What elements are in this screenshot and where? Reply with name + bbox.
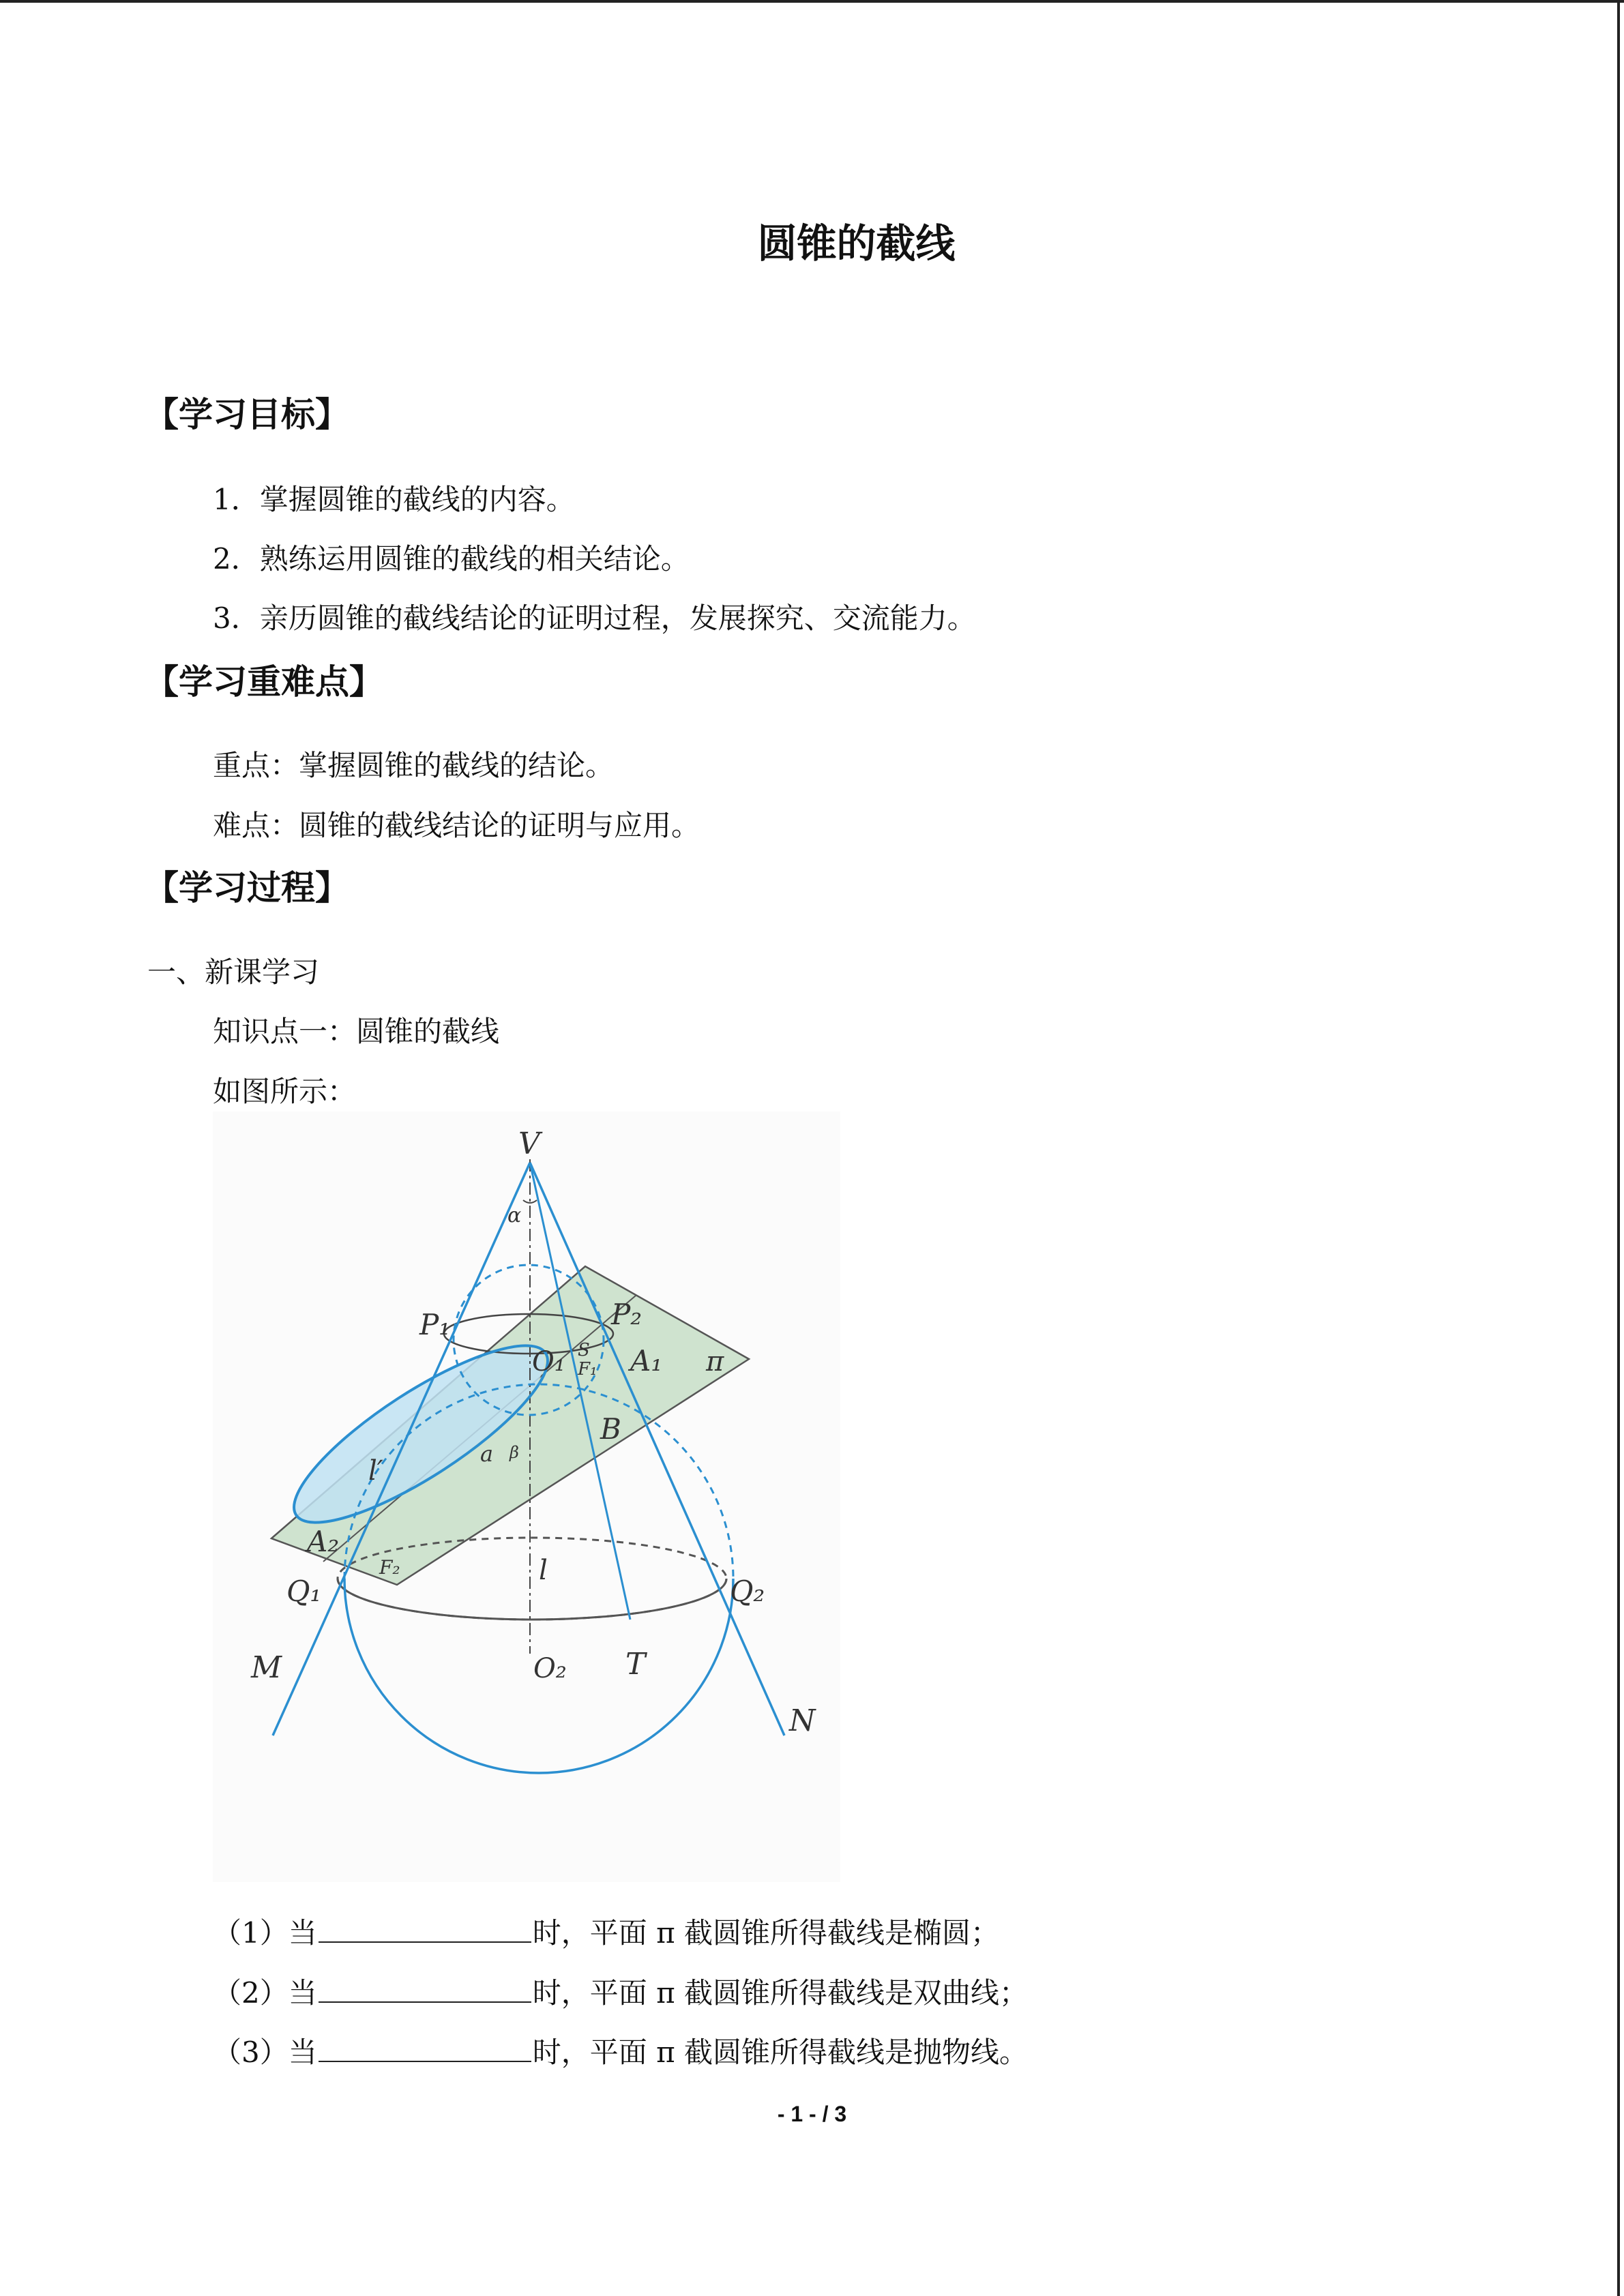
heading-goals: 【学习目标】 (145, 395, 349, 434)
top-border (0, 0, 1624, 3)
label-O2: O₂ (533, 1653, 567, 1684)
label-pi: π (706, 1346, 724, 1377)
question-1-prefix: （1）当 (213, 1916, 317, 1950)
label-P2: P₂ (611, 1298, 643, 1331)
label-T: T (625, 1647, 646, 1682)
goal-item-2: 2．熟练运用圆锥的截线的相关结论。 (213, 542, 690, 576)
goal-item-1: 1．掌握圆锥的截线的内容。 (213, 483, 575, 516)
label-beta: β (510, 1443, 519, 1462)
label-P1: P₁ (419, 1308, 451, 1341)
goal-item-3: 3．亲历圆锥的截线结论的证明过程，发展探究、交流能力。 (213, 601, 976, 635)
heading-key-points: 【学习重难点】 (145, 662, 383, 702)
question-2-suffix: 时，平面 π 截圆锥所得截线是双曲线； (532, 1976, 1029, 2010)
label-V: V (518, 1127, 540, 1161)
knowledge-point: 知识点一：圆锥的截线 (213, 1015, 500, 1048)
question-3 (213, 2030, 1028, 2071)
question-3-blank[interactable] (319, 2036, 531, 2062)
label-alpha: α (507, 1204, 522, 1227)
label-F1: F₁ (578, 1359, 597, 1380)
page-number: - 1 - / 3 (777, 2102, 847, 2126)
key-point: 重点：掌握圆锥的截线的结论。 (213, 749, 615, 782)
question-1-suffix: 时，平面 π 截圆锥所得截线是椭圆； (532, 1916, 1000, 1950)
label-O1: O₁ (532, 1346, 565, 1377)
question-2 (213, 1971, 1028, 2012)
label-a: a (480, 1441, 494, 1467)
label-N: N (789, 1703, 816, 1738)
label-Q1: Q₁ (286, 1575, 322, 1608)
question-1 (213, 1911, 999, 1952)
cone-section-figure (213, 1112, 840, 1882)
label-S: S (578, 1340, 590, 1360)
question-3-suffix: 时，平面 π 截圆锥所得截线是抛物线。 (532, 2036, 1029, 2069)
label-B: B (600, 1412, 621, 1446)
as-shown-text: 如图所示： (213, 1075, 357, 1108)
label-l: l (539, 1555, 548, 1586)
part-heading: 一、新课学习 (147, 955, 320, 989)
label-F2: F₂ (379, 1556, 400, 1579)
page-title: 圆锥的截线 (757, 220, 956, 267)
label-M: M (251, 1650, 282, 1685)
question-2-blank[interactable] (319, 1977, 531, 2003)
heading-process: 【学习过程】 (145, 868, 349, 908)
question-3-prefix: （3）当 (213, 2036, 317, 2069)
question-2-prefix: （2）当 (213, 1976, 317, 2010)
cone-diagram (213, 1112, 840, 1882)
difficult-point: 难点：圆锥的截线结论的证明与应用。 (213, 809, 700, 842)
label-A1: A₁ (630, 1344, 663, 1377)
label-Q2: Q₂ (730, 1575, 765, 1608)
right-border (1617, 0, 1620, 2296)
label-lprime: l′ (368, 1455, 383, 1487)
label-A2: A₂ (307, 1525, 340, 1558)
question-1-blank[interactable] (319, 1917, 531, 1943)
